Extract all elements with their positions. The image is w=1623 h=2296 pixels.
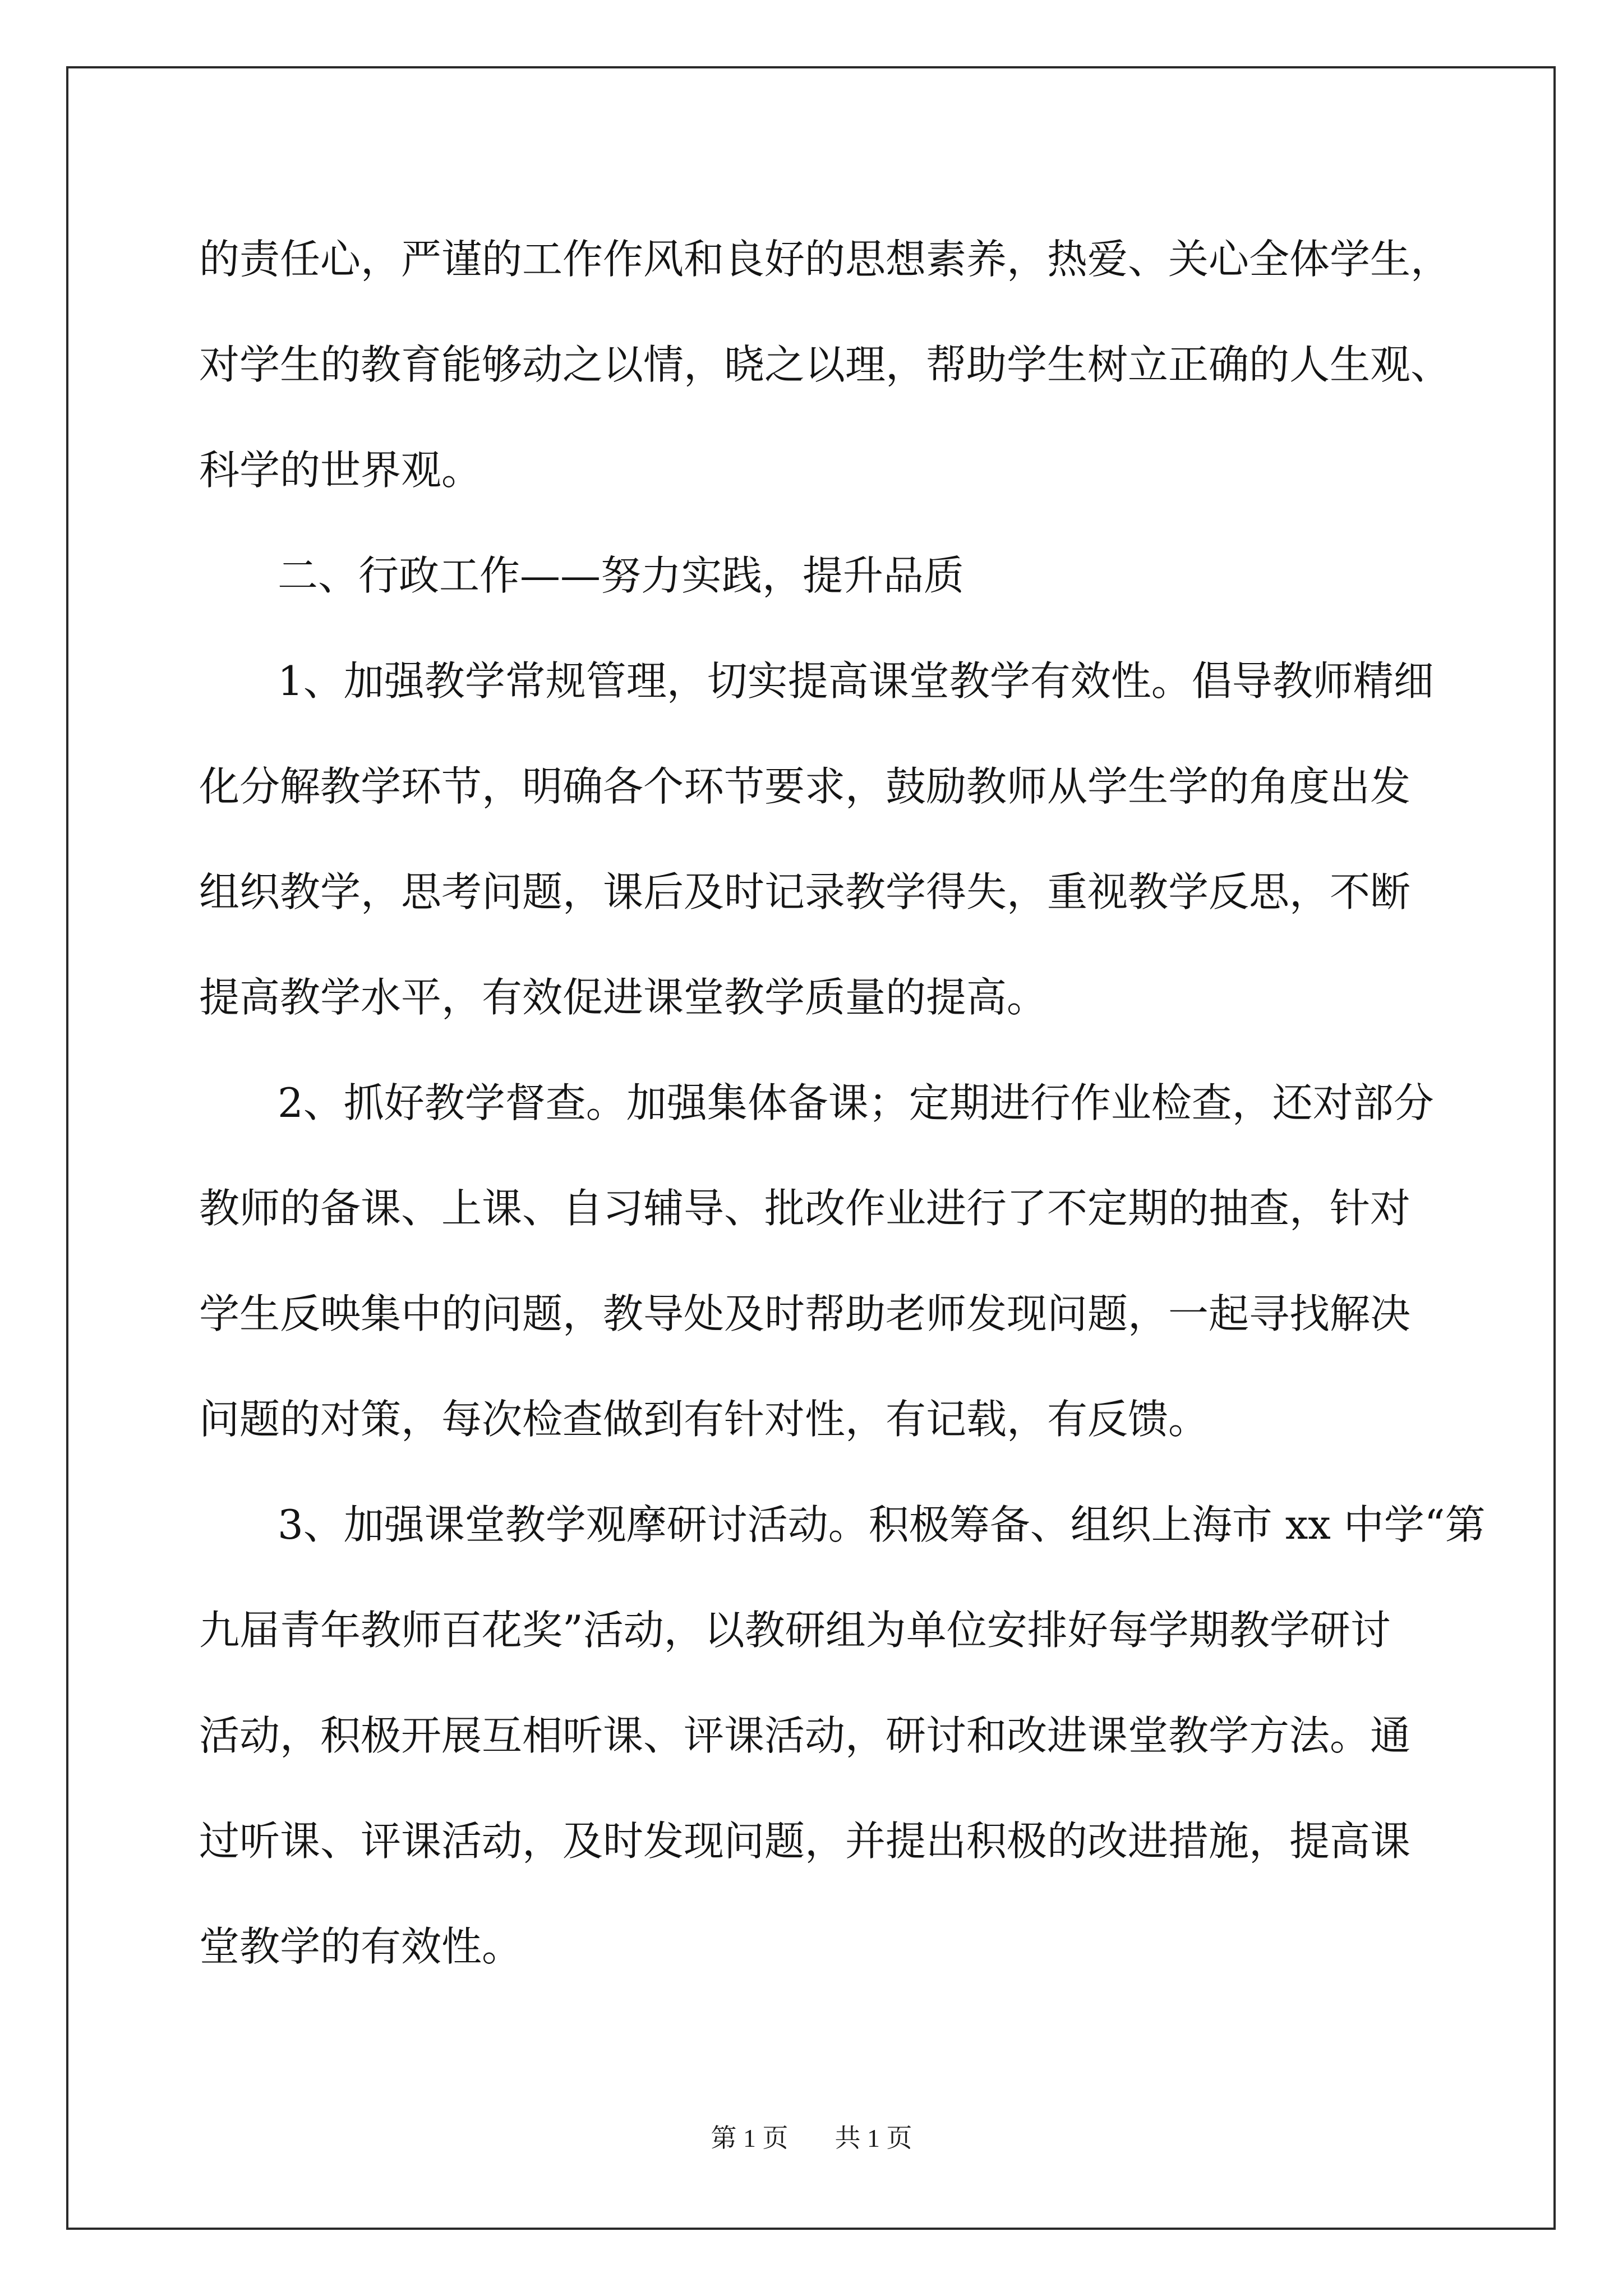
text-line: 学生反映集中的问题，教导处及时帮助老师发现问题，一起寻找解决 [199, 1290, 1411, 1337]
text-line: 堂教学的有效性。 [199, 1923, 523, 1970]
section-heading: 二、行政工作——努力实践，提升品质 [278, 552, 965, 599]
paragraph-start: 3、加强课堂教学观摩研讨活动。积极筹备、组织上海市 xx 中学“第 [278, 1501, 1486, 1548]
text-line: 对学生的教育能够动之以情，晓之以理，帮助学生树立正确的人生观、 [199, 341, 1451, 388]
text-line: 提高教学水平，有效促进课堂教学质量的提高。 [199, 974, 1048, 1021]
text-line: 过听课、评课活动，及时发现问题，并提出积极的改进措施，提高课 [199, 1818, 1411, 1865]
page-number: 第 1 页 [711, 2124, 789, 2152]
text-line: 科学的世界观。 [199, 447, 482, 494]
text-line: 九届青年教师百花奖”活动，以教研组为单位安排好每学期教学研讨 [199, 1607, 1391, 1654]
paragraph-start: 1、加强教学常规管理，切实提高课堂教学有效性。倡导教师精细 [278, 657, 1434, 705]
text-line: 问题的对策，每次检查做到有针对性，有记载，有反馈。 [199, 1396, 1209, 1443]
page-footer [0, 2118, 1623, 2155]
page-total: 共 1 页 [834, 2124, 912, 2152]
text-line: 教师的备课、上课、自习辅导、批改作业进行了不定期的抽查，针对 [199, 1185, 1411, 1232]
text-line: 的责任心，严谨的工作作风和良好的思想素养，热爱、关心全体学生， [199, 236, 1451, 283]
paragraph-start: 2、抓好教学督查。加强集体备课；定期进行作业检查，还对部分 [278, 1079, 1434, 1126]
text-line: 活动，积极开展互相听课、评课活动，研讨和改进课堂教学方法。通 [199, 1712, 1411, 1759]
text-line: 化分解教学环节，明确各个环节要求，鼓励教师从学生学的角度出发 [199, 763, 1411, 810]
document-body [199, 206, 1486, 1999]
text-line: 组织教学，思考问题，课后及时记录教学得失，重视教学反思，不断 [199, 868, 1411, 915]
